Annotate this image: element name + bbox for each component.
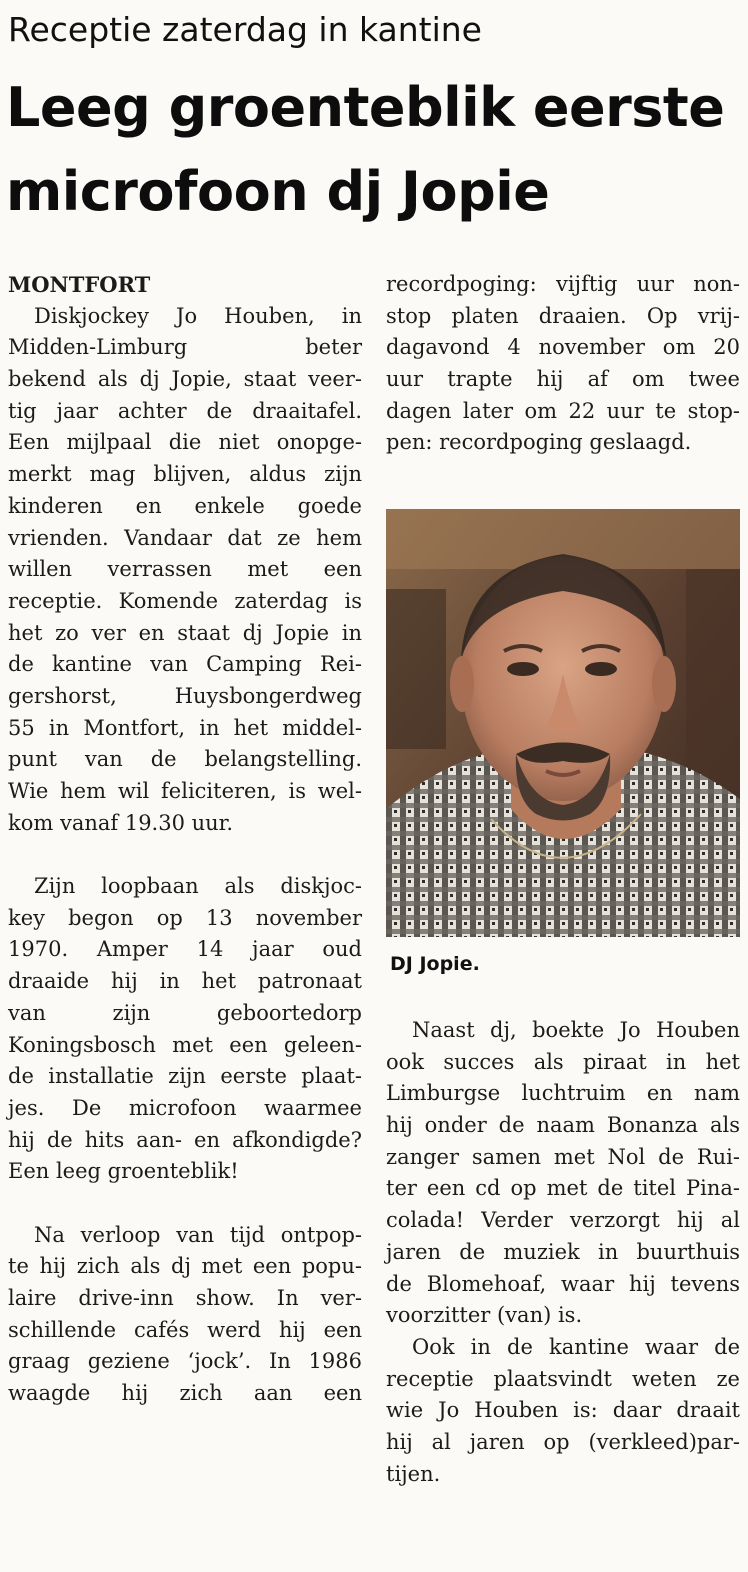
- text-line: jes. De microfoon waarmee: [8, 1095, 362, 1120]
- text-line: tig jaar achter de draaitafel.: [8, 398, 362, 423]
- article-column-left: [8, 269, 362, 1410]
- text-line: willen verrassen met een: [8, 557, 362, 582]
- text-line: Een mijlpaal die niet onopge-: [8, 430, 362, 455]
- text-line: de kantine van Camping Rei-: [8, 652, 362, 677]
- body-text-right-bottom: [386, 1015, 740, 1490]
- text-line: recordpoging: vijftig uur non-: [386, 272, 740, 296]
- paragraph-gap: [8, 839, 362, 871]
- text-line: gershorst, Huysbongerdweg: [8, 683, 362, 708]
- text-line: stop platen draaien. Op vrij-: [386, 303, 740, 328]
- text-line: receptie. Komende zaterdag is: [8, 588, 362, 613]
- text-line: kinderen en enkele goede: [8, 493, 362, 518]
- text-line: te hij zich als dj met een popu-: [8, 1254, 362, 1279]
- text-line: tijen.: [386, 1461, 441, 1486]
- text-line: graag geziene ‘jock’. In 1986: [8, 1349, 362, 1374]
- text-line: hij onder de naam Bonanza als: [386, 1113, 740, 1138]
- text-line: voorzitter (van) is.: [386, 1303, 583, 1328]
- text-line: jaren de muziek in buurthuis: [386, 1239, 740, 1264]
- text-line: Naast dj, boekte Jo Houben: [412, 1018, 740, 1042]
- text-line: zanger samen met Nol de Rui-: [386, 1144, 740, 1169]
- article-dateline: MONTFORT: [8, 272, 151, 297]
- text-line: wie Jo Houben is: daar draait: [386, 1398, 740, 1423]
- body-text-right-top: [386, 269, 740, 459]
- photo-caption: DJ Jopie.: [390, 953, 480, 975]
- headline-line: Leeg groenteblik eerste: [6, 76, 725, 139]
- text-line: Na verloop van tijd ontpop-: [34, 1222, 362, 1247]
- text-line: hij de hits aan- en afkondigde?: [8, 1127, 362, 1152]
- article-kicker: Receptie zaterdag in kantine: [8, 10, 482, 49]
- portrait-photo: [386, 509, 740, 937]
- text-line: de installatie zijn eerste plaat-: [8, 1064, 362, 1089]
- text-line: colada! Verder verzorgt hij al: [386, 1208, 740, 1233]
- paragraph-gap: [8, 1188, 362, 1220]
- text-line: receptie plaatsvindt weten ze: [386, 1366, 740, 1391]
- text-line: punt van de belangstelling.: [8, 747, 362, 772]
- text-line: Midden-Limburg beter: [8, 335, 362, 360]
- text-line: Ook in de kantine waar de: [412, 1334, 740, 1359]
- text-line: Een leeg groenteblik!: [8, 1159, 239, 1184]
- article-column-right-top: [386, 269, 740, 459]
- text-line: Zijn loopbaan als diskjoc-: [34, 874, 362, 899]
- text-line: kom vanaf 19.30 uur.: [8, 810, 234, 835]
- text-line: van zijn geboortedorp: [8, 1000, 362, 1025]
- text-line: Wie hem wil feliciteren, is wel-: [8, 779, 362, 803]
- text-line: vrienden. Vandaar dat ze hem: [8, 525, 362, 550]
- text-line: bekend als dj Jopie, staat veer-: [8, 367, 362, 392]
- text-line: pen: recordpoging geslaagd.: [386, 430, 692, 455]
- text-line: uur trapte hij af om twee: [386, 367, 740, 392]
- text-line: Koningsbosch met een geleen-: [8, 1032, 362, 1057]
- text-line: de Blomehoaf, waar hij tevens: [386, 1271, 740, 1296]
- text-line: waagde hij zich aan een: [8, 1381, 362, 1406]
- text-line: ook succes als piraat in het: [386, 1049, 740, 1074]
- text-line: Limburgse luchtruim en nam: [386, 1081, 740, 1106]
- text-line: laire drive-inn show. In ver-: [8, 1286, 362, 1310]
- text-line: Diskjockey Jo Houben, in: [34, 303, 362, 328]
- text-line: draaide hij in het patronaat: [8, 969, 362, 994]
- text-line: dagavond 4 november om 20: [386, 335, 740, 360]
- text-line: schillende cafés werd hij een: [8, 1317, 362, 1342]
- text-line: ter een cd op met de titel Pina-: [386, 1176, 740, 1201]
- body-text-left: [8, 301, 362, 1410]
- article-headline: [6, 66, 742, 234]
- text-line: hij al jaren op (verkleed)par-: [386, 1429, 740, 1454]
- article-column-right-bottom: [386, 1015, 740, 1490]
- text-line: het zo ver en staat dj Jopie in: [8, 620, 362, 645]
- text-line: dagen later om 22 uur te stop-: [386, 398, 740, 423]
- text-line: merkt mag blijven, aldus zijn: [8, 462, 362, 487]
- text-line: 1970. Amper 14 jaar oud: [8, 937, 362, 962]
- text-line: 55 in Montfort, in het middel-: [8, 715, 362, 740]
- headline-line: microfoon dj Jopie: [6, 160, 550, 223]
- text-line: key begon op 13 november: [8, 905, 362, 930]
